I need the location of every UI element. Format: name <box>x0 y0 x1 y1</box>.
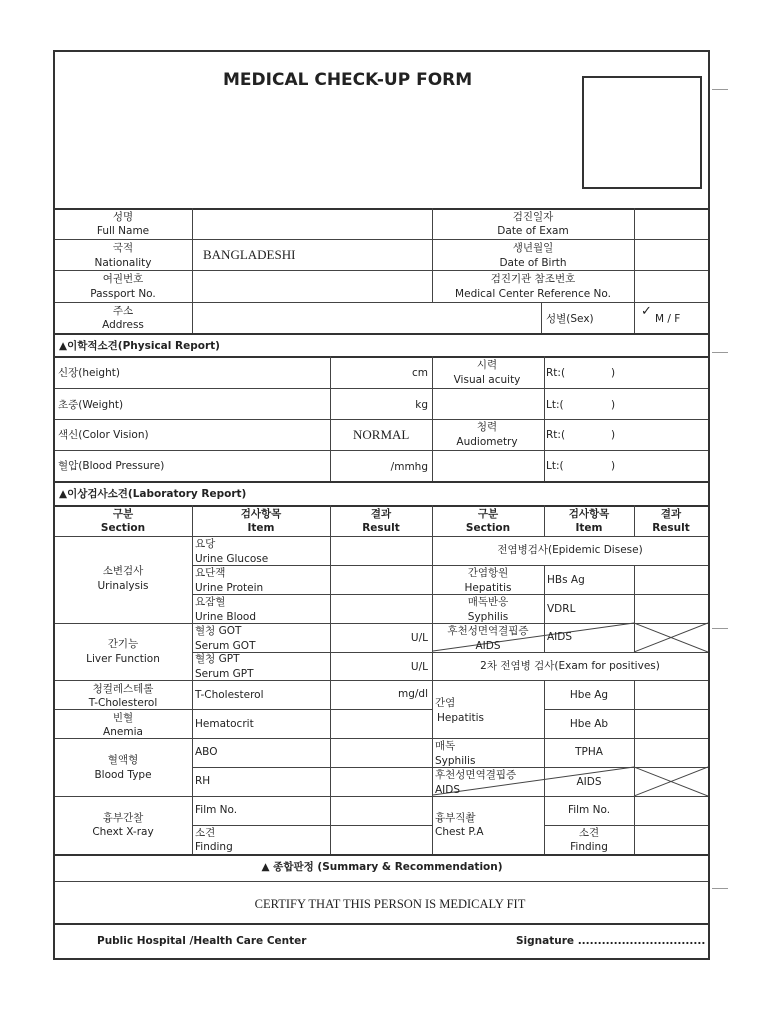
chest-xray-label: Chext X-ray <box>92 826 154 838</box>
form-title: MEDICAL CHECK-UP FORM <box>223 70 473 90</box>
cholesterol-label: T-Cholesterol <box>88 697 158 709</box>
cholesterol-item: T-Cholesterol <box>195 689 264 701</box>
serum-gpt-unit: U/L <box>410 661 428 673</box>
col-result-ko-2: 결과 <box>660 508 682 520</box>
audio-lt-label[interactable]: Lt:( <box>546 460 564 472</box>
audio-rt-close: ) <box>611 429 616 441</box>
cholesterol-unit: mg/dl <box>397 688 428 700</box>
col-section-ko-2: 구분 <box>477 508 499 520</box>
urine-glucose: Urine Glucose <box>195 553 269 565</box>
blood-pressure-label: 혈압(Blood Pressure) <box>58 460 165 472</box>
syphilis-2-label-ko: 매독 <box>435 740 456 752</box>
blood-pressure-unit: /mmhg <box>390 461 428 473</box>
hepatitis-2-label-ko: 간염 <box>435 697 456 709</box>
urine-protein-ko: 요단잭 <box>195 567 226 579</box>
second-exam-header: 2차 전염병 검사(Exam for positives) <box>480 660 660 672</box>
tpha-item: TPHA <box>575 746 603 758</box>
epidemic-disease-header: 전염병검사(Epidemic Disese) <box>497 544 643 556</box>
col-result-2: Result <box>652 522 690 534</box>
col-item-ko: 검사항목 <box>240 508 282 520</box>
aids-2-label: AIDS <box>435 784 461 796</box>
nationality-label: Nationality <box>94 257 152 269</box>
film-no-item-2: Film No. <box>567 804 611 816</box>
color-vision-label: 색신(Color Vision) <box>58 429 149 441</box>
summary-text[interactable]: CERTIFY THAT THIS PERSON IS MEDICALY FIT <box>254 897 526 911</box>
finding-item-ko-2: 소견 <box>578 827 600 839</box>
urine-protein: Urine Protein <box>195 582 264 594</box>
rh-item: RH <box>195 775 211 787</box>
hepatitis-2-label: Hepatitis <box>437 712 484 724</box>
dob-label: Date of Birth <box>499 257 567 269</box>
urine-blood-ko: 요잠혈 <box>195 596 226 608</box>
visual-acuity-label: Visual acuity <box>453 374 521 386</box>
aids-strike-lines <box>55 52 708 862</box>
serum-got-unit: U/L <box>410 632 428 644</box>
hematocrit-item: Hematocrit <box>195 718 254 730</box>
ref-label-ko: 검진기관 참조번호 <box>490 273 576 285</box>
blood-type-label-ko: 혈액형 <box>107 754 139 766</box>
col-result: Result <box>362 522 400 534</box>
audio-lt-close: ) <box>611 460 616 472</box>
col-item: Item <box>247 522 275 534</box>
scan-edge-mark <box>712 89 728 90</box>
abo-item: ABO <box>195 746 218 758</box>
hbs-ag-item: HBs Ag <box>547 574 585 586</box>
serum-got-ko: 혈청 GOT <box>195 625 242 637</box>
chest-pa-label-ko: 흉부직촬 <box>435 812 476 824</box>
audiometry-label: Audiometry <box>456 436 518 448</box>
hep-antigen-label: Hepatitis <box>464 582 512 594</box>
anemia-label: Anemia <box>103 726 143 738</box>
audio-rt-label[interactable]: Rt:( <box>546 429 566 441</box>
hbe-ab-item: Hbe Ab <box>569 718 609 730</box>
dob-label-ko: 생년월일 <box>512 242 554 254</box>
lab-report-header: ▲이상검사소견(Laboratory Report) <box>59 488 247 500</box>
liver-function-label: Liver Function <box>86 653 160 665</box>
col-result-ko: 결과 <box>370 508 392 520</box>
hep-antigen-label-ko: 간염항원 <box>467 567 509 579</box>
film-no-item: Film No. <box>195 804 238 816</box>
cholesterol-label-ko: 청컬레스테롤 <box>92 683 154 695</box>
date-exam-label: Date of Exam <box>497 225 569 237</box>
hospital-label: Public Hospital /Health Care Center <box>97 935 307 947</box>
sex-label: 성별(Sex) <box>546 313 594 325</box>
scan-edge-mark <box>712 888 728 889</box>
address-label-ko: 주소 <box>112 305 134 317</box>
serum-got: Serum GOT <box>195 640 256 652</box>
ref-label: Medical Center Reference No. <box>455 288 611 300</box>
full-name-label-ko: 성명 <box>112 211 134 223</box>
syphilis-test-label: Syphilis <box>467 611 509 623</box>
col-section-ko: 구분 <box>112 508 134 520</box>
blood-type-label: Blood Type <box>94 769 152 781</box>
col-section: Section <box>100 522 146 534</box>
finding-item-2: Finding <box>570 841 608 853</box>
scan-edge-mark <box>712 628 728 629</box>
full-name-label: Full Name <box>96 225 150 237</box>
serum-gpt-ko: 혈청 GPT <box>195 653 240 665</box>
nationality-label-ko: 국적 <box>112 242 134 254</box>
aids-2-item: AIDS <box>576 776 602 788</box>
visual-lt-close: ) <box>611 399 616 411</box>
anemia-label-ko: 빈혈 <box>112 712 134 724</box>
col-item-2: Item <box>575 522 603 534</box>
weight-unit: kg <box>415 399 428 411</box>
chest-pa-label: Chest P.A <box>435 826 484 838</box>
col-section-2: Section <box>465 522 511 534</box>
sex-check-mark: ✓ <box>641 304 652 319</box>
summary-header: ▲ 종합판정 (Summary & Recommendation) <box>261 861 503 873</box>
passport-label: Passport No. <box>90 288 156 300</box>
audiometry-label-ko: 청력 <box>476 421 498 433</box>
syphilis-2-label: Syphilis <box>435 755 476 767</box>
urinalysis-label-ko: 소변검사 <box>102 565 144 577</box>
chest-xray-label-ko: 흉부간찰 <box>102 812 144 824</box>
physical-report-header: ▲이학적소견(Physical Report) <box>59 340 220 352</box>
nationality-value[interactable]: BANGLADESHI <box>203 247 296 262</box>
weight-label: 초중(Weight) <box>58 399 124 411</box>
medical-form <box>53 50 710 960</box>
aids-label: AIDS <box>475 640 501 652</box>
aids-label-ko: 후천성면역결핍증 <box>447 625 529 637</box>
col-item-ko-2: 검사항목 <box>568 508 610 520</box>
finding-item-ko: 소견 <box>195 827 216 839</box>
height-label: 신장(height) <box>58 367 120 379</box>
liver-function-label-ko: 간기능 <box>107 638 139 650</box>
urine-glucose-ko: 요당 <box>195 538 216 550</box>
scan-edge-mark <box>712 352 728 353</box>
finding-item: Finding <box>195 841 233 853</box>
urine-blood: Urine Blood <box>195 611 257 623</box>
aids-item: AIDS <box>547 631 573 643</box>
aids-2-label-ko: 후천성면역결핍증 <box>435 769 517 781</box>
visual-rt-close: ) <box>611 367 616 379</box>
visual-acuity-label-ko: 시력 <box>476 359 498 371</box>
address-label: Address <box>102 319 144 331</box>
sex-options[interactable]: M / F <box>655 313 681 325</box>
hbe-ag-item: Hbe Ag <box>569 689 609 701</box>
height-unit: cm <box>411 367 428 379</box>
serum-gpt: Serum GPT <box>195 668 254 680</box>
passport-label-ko: 여권번호 <box>102 273 144 285</box>
syphilis-test-label-ko: 매독반응 <box>467 596 509 608</box>
visual-rt-label[interactable]: Rt:( <box>546 367 566 379</box>
urinalysis-label: Urinalysis <box>97 580 149 592</box>
color-vision-value[interactable]: NORMAL <box>353 427 410 442</box>
vdrl-item: VDRL <box>547 603 576 615</box>
visual-lt-label[interactable]: Lt:( <box>546 399 564 411</box>
signature-line[interactable]: Signature ................................ <box>516 935 706 947</box>
date-exam-label-ko: 검진일자 <box>512 211 554 223</box>
